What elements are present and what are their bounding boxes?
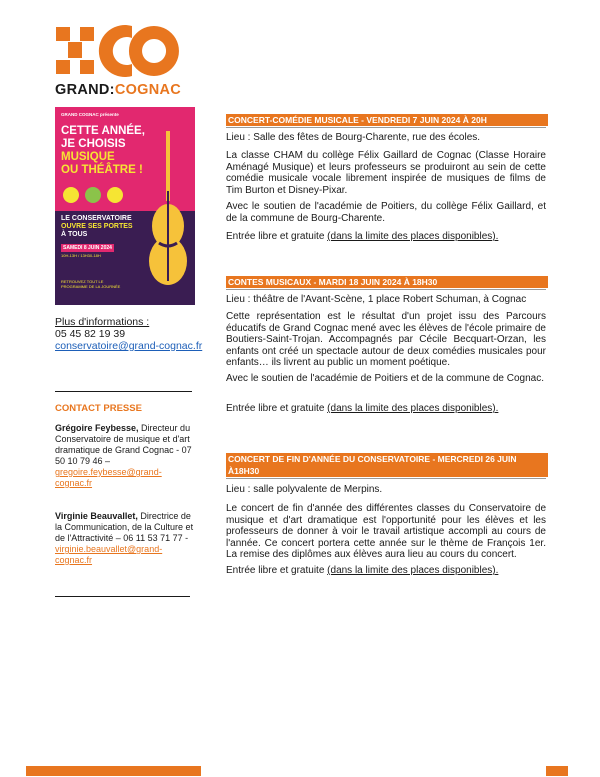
section-2-entry: Entrée libre et gratuite (dans la limite des places disponibles).	[226, 403, 499, 414]
section-1-entry: Entrée libre et gratuite (dans la limite des places disponibles).	[226, 231, 499, 242]
section-3-description: Le concert de fin d'année des différentes classes du Conservatoire de musique et d'art dramatique est l'opportunité pour les élèves et les professeurs de donner à voir le travail artistique accompli au cours de l'année. Ce concert portera cette année sur le thème de François 1er. La remise des diplômes aux élèves aura lieu au cours du concert.	[226, 503, 546, 560]
poster-circle	[85, 187, 101, 203]
poster-headline-1: CETTE ANNÉE,	[61, 125, 145, 137]
poster-headline-3: MUSIQUE	[61, 151, 115, 163]
section-3-venue: Lieu : salle polyvalente de Merpins.	[226, 484, 383, 495]
poster-top-text: GRAND COGNAC présente	[61, 112, 119, 117]
section-3-entry: Entrée libre et gratuite (dans la limite des places disponibles).	[226, 565, 499, 576]
press-contact-1: Grégoire Feybesse, Directeur du Conservatoire de musique et d'art dramatique de Grand Cognac - 07 50 10 79 46 – gregoire.feybesse@grand-cognac.fr	[55, 423, 192, 488]
section-2-description: Cette représentation est le résultat d'un projet issu des Parcours éducatifs de Grand Cognac mené avec les élèves de l'école primaire de Boutiers-Saint-Trojan. Accompagnés par Cécile Becquart-Orzan, les enfants ont créé un spectacle autour de deux comédies musicales pour enfants… ils livrent au public un moment poétique.	[226, 311, 546, 368]
section-1-venue: Lieu : Salle des fêtes de Bourg-Charente, rue des écoles.	[226, 132, 481, 143]
poster-headline-2: JE CHOISIS	[61, 138, 126, 150]
violin-illustration	[147, 131, 189, 291]
more-info-block	[55, 316, 202, 352]
more-info-phone: 05 45 82 19 39	[55, 328, 126, 340]
press-contact-1-email-link[interactable]: gregoire.feybesse@grand-cognac.fr	[55, 467, 162, 488]
more-info-label: Plus d'informations :	[55, 316, 150, 328]
event-poster	[55, 107, 195, 305]
section-1-support: Avec le soutien de l'académie de Poitiers, du collège Félix Gaillard, et de la commune de Bourg-Charente.	[226, 201, 546, 224]
section-3-title: CONCERT DE FIN D'ANNÉE DU CONSERVATOIRE - MERCREDI 26 JUIN À18H30	[226, 453, 548, 477]
section-2-support: Avec le soutien de l'académie de Poitiers et de la commune de Cognac.	[226, 373, 545, 384]
footer-bar-left	[26, 766, 201, 776]
section-rule	[226, 289, 546, 290]
more-info-email-link[interactable]: conservatoire@grand-cognac.fr	[55, 340, 203, 352]
press-contact-2: Virginie Beauvallet, Directrice de la Communication, de la Culture et de l'Attractivité – 06 11 53 71 77 - virginie.beauvallet@grand-cognac.fr	[55, 511, 194, 565]
poster-circle	[63, 187, 79, 203]
section-2-title: CONTES MUSICAUX - MARDI 18 JUIN 2024 À 18H30	[226, 276, 548, 288]
divider	[55, 596, 190, 597]
section-rule	[226, 127, 546, 128]
poster-circle	[107, 187, 123, 203]
poster-times: 10H-13H / 13H30-18H	[61, 253, 101, 258]
press-contact-title: CONTACT PRESSE	[55, 403, 142, 414]
poster-conservatoire-text: LE CONSERVATOIRE OUVRE SES PORTES À TOUS	[61, 215, 133, 238]
section-1-title: CONCERT-COMÉDIE MUSICALE - VENDREDI 7 JUIN 2024 À 20H	[226, 114, 548, 126]
footer-bar-right	[546, 766, 568, 776]
press-contact-2-email-link[interactable]: virginie.beauvallet@grand-cognac.fr	[55, 544, 163, 565]
divider	[55, 391, 192, 392]
section-2-venue: Lieu : théâtre de l'Avant-Scène, 1 place Robert Schuman, à Cognac	[226, 294, 527, 305]
section-rule	[226, 478, 546, 479]
poster-date: SAMEDI 8 JUIN 2024	[63, 245, 112, 251]
section-1-description: La classe CHAM du collège Félix Gaillard de Cognac (Classe Horaire Aménagé Musique) et leurs professeurs se produiront au sein de cette comédie musicale vocale librement inspirée de musiques de films de Tim Burton et Disney-Pixar.	[226, 150, 546, 196]
logo-wordmark: GRAND:COGNAC	[55, 82, 182, 98]
poster-bottom-text: RETROUVEZ TOUT LE PROGRAMME DE LA JOURNÉE	[61, 279, 121, 289]
poster-headline-4: OU THÉÂTRE !	[61, 164, 143, 176]
